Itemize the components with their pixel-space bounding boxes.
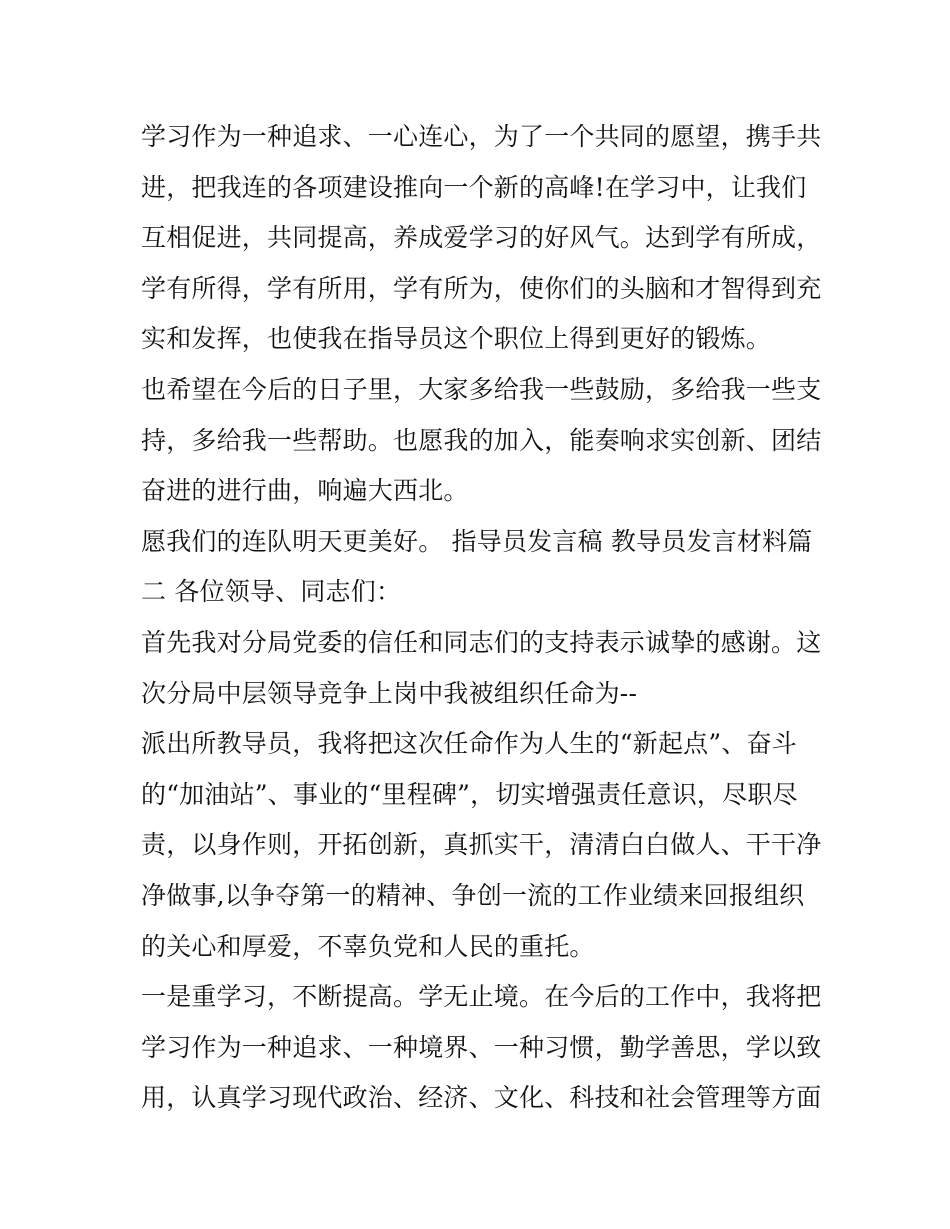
- text-line: 首先我对分局党委的信任和同志们的支持表示诚挚的感谢。这: [141, 627, 822, 657]
- text-line: 也希望在今后的日子里，大家多给我一些鼓励，多给我一些支: [141, 374, 822, 404]
- text-line: 二 各位领导、同志们：: [141, 577, 402, 607]
- text-line: 一是重学习，不断提高。学无止境。在今后的工作中，我将把: [141, 982, 822, 1012]
- text-line: 奋进的进行曲，响遍大西北。: [141, 476, 469, 506]
- text-line: 实和发挥，也使我在指导员这个职位上得到更好的锻炼。: [141, 324, 772, 354]
- text-line: 用，认真学习现代政治、经济、文化、科技和社会管理等方面: [141, 1083, 822, 1113]
- document-body: [141, 112, 821, 1124]
- text-line: 持，多给我一些帮助。也愿我的加入，能奏响求实创新、团结: [141, 425, 822, 455]
- text-line: 的“加油站”、事业的“里程碑”，切实增强责任意识，尽职尽: [141, 779, 798, 809]
- text-line: 愿我们的连队明天更美好。 指导员发言稿 教导员发言材料篇: [141, 526, 813, 556]
- text-line: 学有所得，学有所用，学有所为，使你们的头脑和才智得到充: [141, 273, 822, 303]
- text-line: 学习作为一种追求、一种境界、一种习惯，勤学善思，学以致: [141, 1032, 822, 1062]
- text-line: 互相促进，共同提高，养成爱学习的好风气。达到学有所成，: [141, 223, 822, 253]
- text-line: 进，把我连的各项建设推向一个新的高峰!在学习中，让我们: [141, 172, 807, 202]
- text-line: 责，以身作则，开拓创新，真抓实干，清清白白做人、干干净: [141, 830, 822, 860]
- text-line: 的关心和厚爱，不辜负党和人民的重托。: [141, 931, 595, 961]
- text-line: 学习作为一种追求、一心连心，为了一个共同的愿望，携手共: [141, 122, 822, 151]
- text-line: 净做事,以争夺第一的精神、争创一流的工作业绩来回报组织: [141, 880, 805, 910]
- text-line: 派出所教导员，我将把这次任命作为人生的“新起点”、奋斗: [141, 729, 797, 759]
- text-line: 次分局中层领导竞争上岗中我被组织任命为--: [141, 678, 638, 708]
